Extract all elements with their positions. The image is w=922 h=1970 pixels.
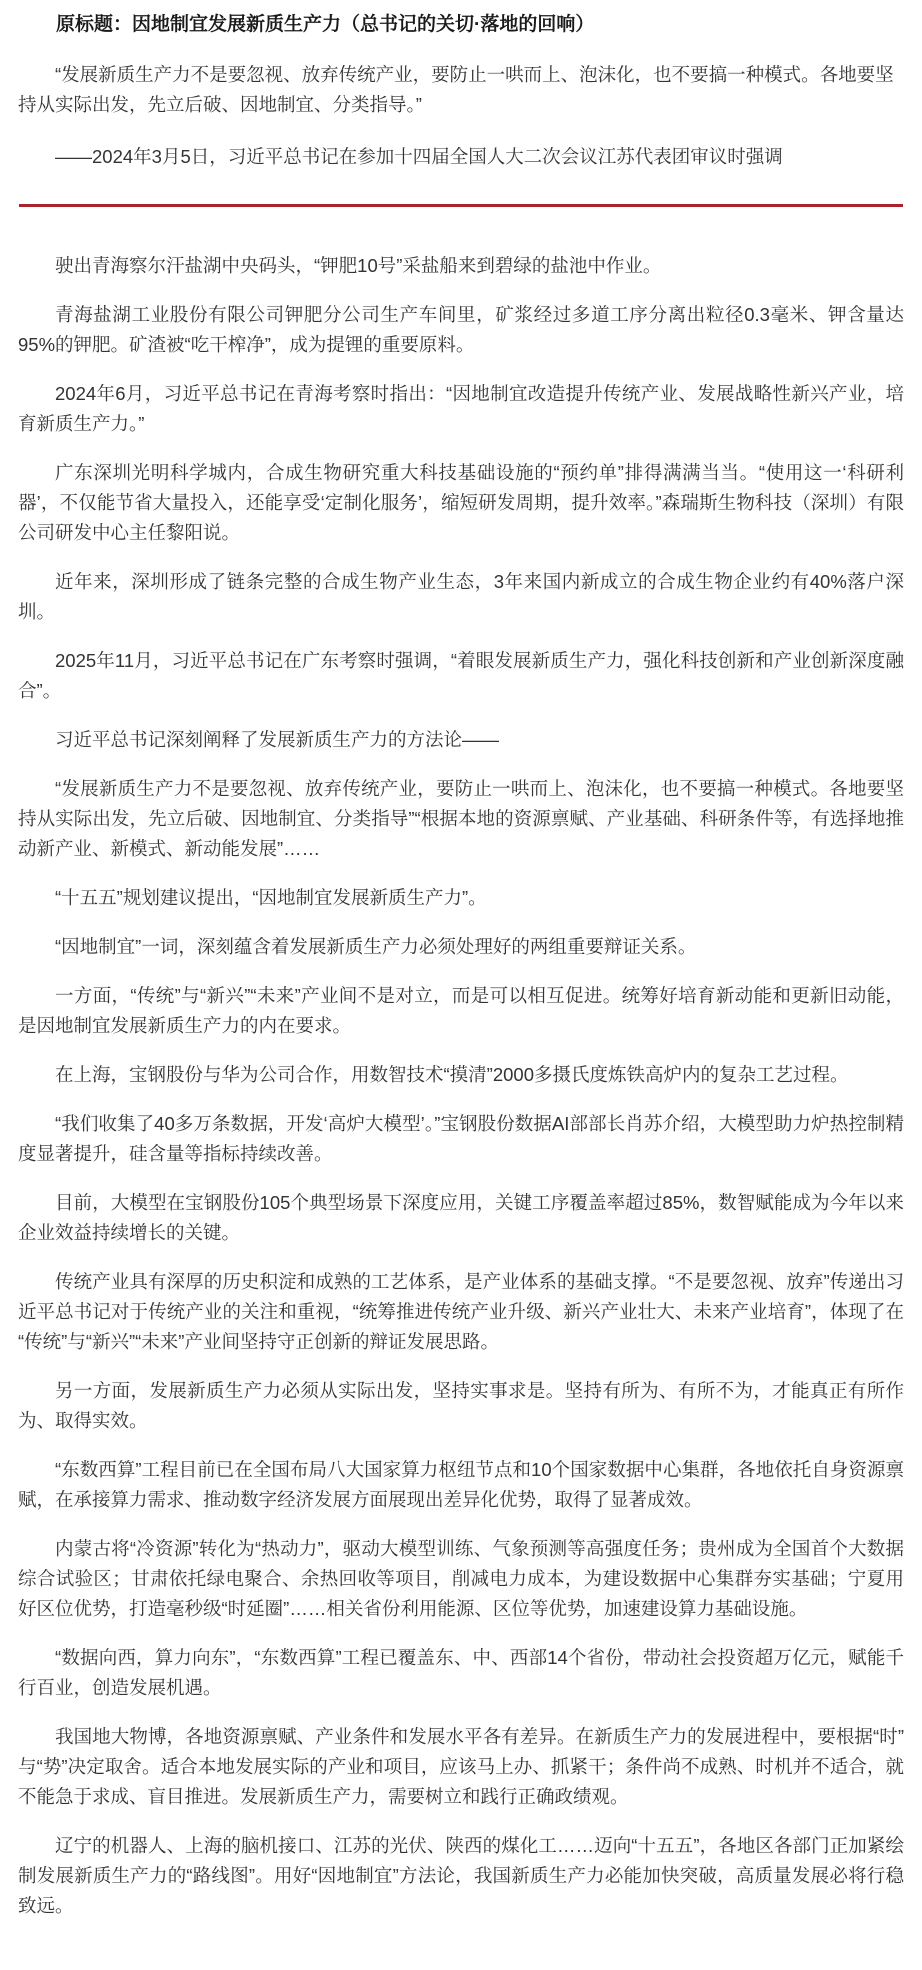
article-paragraph: 2025年11月，习近平总书记在广东考察时强调，“着眼发展新质生产力，强化科技创新和产业创新深度融合”。 xyxy=(18,650,904,701)
quote-attribution: ——2024年3月5日，习近平总书记在参加十四届全国人大二次会议江苏代表团审议时强调 xyxy=(55,146,783,167)
red-divider xyxy=(19,204,903,207)
article-paragraph: 2024年6月，习近平总书记在青海考察时指出：“因地制宜改造提升传统产业、发展战略性新兴产业，培育新质生产力。” xyxy=(18,383,904,434)
article-paragraph: 驶出青海察尔汗盐湖中央码头，“钾肥10号”采盐船来到碧绿的盐池中作业。 xyxy=(55,255,662,276)
article-paragraph: 在上海，宝钢股份与华为公司合作，用数智技术“摸清”2000多摄氏度炼铁高炉内的复杂工艺过程。 xyxy=(55,1064,849,1085)
article-paragraph: “东数西算”工程目前已在全国布局八大国家算力枢纽节点和10个国家数据中心集群，各地依托自身资源禀赋，在承接算力需求、推动数字经济发展方面展现出差异化优势，取得了显著成效。 xyxy=(18,1459,904,1510)
article-paragraph: 近年来，深圳形成了链条完整的合成生物产业生态，3年来国内新成立的合成生物企业约有40%落户深圳。 xyxy=(18,571,904,622)
article-paragraph: 辽宁的机器人、上海的脑机接口、江苏的光伏、陕西的煤化工……迈向“十五五”，各地区各部门正加紧绘制发展新质生产力的“路线图”。用好“因地制宜”方法论，我国新质生产力必能加快突破，高质量发展必将行稳致远。 xyxy=(18,1835,904,1916)
original-title: 原标题：因地制宜发展新质生产力（总书记的关切·落地的回响） xyxy=(56,14,595,35)
article-paragraph: “数据向西，算力向东”，“东数西算”工程已覆盖东、中、西部14个省份，带动社会投资超万亿元，赋能千行百业，创造发展机遇。 xyxy=(18,1647,904,1698)
article-paragraph: “发展新质生产力不是要忽视、放弃传统产业，要防止一哄而上、泡沫化，也不要搞一种模式。各地要坚持从实际出发，先立后破、因地制宜、分类指导”“根据本地的资源禀赋、产业基础、科研条件等，有选择地推动新产业、新模式、新动能发展”…… xyxy=(18,778,904,859)
article-paragraph: 另一方面，发展新质生产力必须从实际出发，坚持实事求是。坚持有所为、有所不为，才能真正有所作为、取得实效。 xyxy=(18,1380,904,1431)
article-paragraph: 青海盐湖工业股份有限公司钾肥分公司生产车间里，矿浆经过多道工序分离出粒径0.3毫米、钾含量达95%的钾肥。矿渣被“吃干榨净”，成为提锂的重要原料。 xyxy=(18,304,904,355)
article-body xyxy=(18,251,904,1921)
article-paragraph: 广东深圳光明科学城内，合成生物研究重大科技基础设施的“预约单”排得满满当当。“使用这一‘科研利器’，不仅能节省大量投入，还能享受‘定制化服务’，缩短研发周期，提升效率。”森瑞斯生物科技（深圳）有限公司研发中心主任黎阳说。 xyxy=(18,462,904,543)
article-paragraph: 一方面，“传统”与“新兴”“未来”产业间不是对立，而是可以相互促进。统筹好培育新动能和更新旧动能，是因地制宜发展新质生产力的内在要求。 xyxy=(18,985,904,1036)
article-paragraph: “十五五”规划建议提出，“因地制宜发展新质生产力”。 xyxy=(55,887,487,908)
article-paragraph: “因地制宜”一词，深刻蕴含着发展新质生产力必须处理好的两组重要辩证关系。 xyxy=(55,936,697,957)
article-paragraph: 我国地大物博，各地资源禀赋、产业条件和发展水平各有差异。在新质生产力的发展进程中，要根据“时”与“势”决定取舍。适合本地发展实际的产业和项目，应该马上办、抓紧干；条件尚不成熟、时机并不适合，就不能急于求成、盲目推进。发展新质生产力，需要树立和践行正确政绩观。 xyxy=(18,1726,904,1807)
article-paragraph: 传统产业具有深厚的历史积淀和成熟的工艺体系，是产业体系的基础支撑。“不是要忽视、放弃”传递出习近平总书记对于传统产业的关注和重视，“统筹推进传统产业升级、新兴产业壮大、未来产业培育”，体现了在“传统”与“新兴”“未来”产业间坚持守正创新的辩证发展思路。 xyxy=(18,1271,904,1352)
lede-quote: “发展新质生产力不是要忽视、放弃传统产业，要防止一哄而上、泡沫化，也不要搞一种模式。各地要坚持从实际出发，先立后破、因地制宜、分类指导。” xyxy=(18,64,894,115)
article-header xyxy=(18,12,904,172)
article-paragraph: 习近平总书记深刻阐释了发展新质生产力的方法论—— xyxy=(55,729,500,750)
article-paragraph: 目前，大模型在宝钢股份105个典型场景下深度应用，关键工序覆盖率超过85%，数智赋能成为今年以来企业效益持续增长的关键。 xyxy=(18,1192,904,1243)
article-paragraph: “我们收集了40多万条数据，开发‘高炉大模型’。”宝钢股份数据AI部部长肖苏介绍，大模型助力炉热控制精度显著提升，硅含量等指标持续改善。 xyxy=(18,1113,904,1164)
article-paragraph: 内蒙古将“冷资源”转化为“热动力”，驱动大模型训练、气象预测等高强度任务；贵州成为全国首个大数据综合试验区；甘肃依托绿电聚合、余热回收等项目，削减电力成本，为建设数据中心集群夯实基础；宁夏用好区位优势，打造毫秒级“时延圈”……相关省份利用能源、区位等优势，加速建设算力基础设施。 xyxy=(18,1538,904,1619)
